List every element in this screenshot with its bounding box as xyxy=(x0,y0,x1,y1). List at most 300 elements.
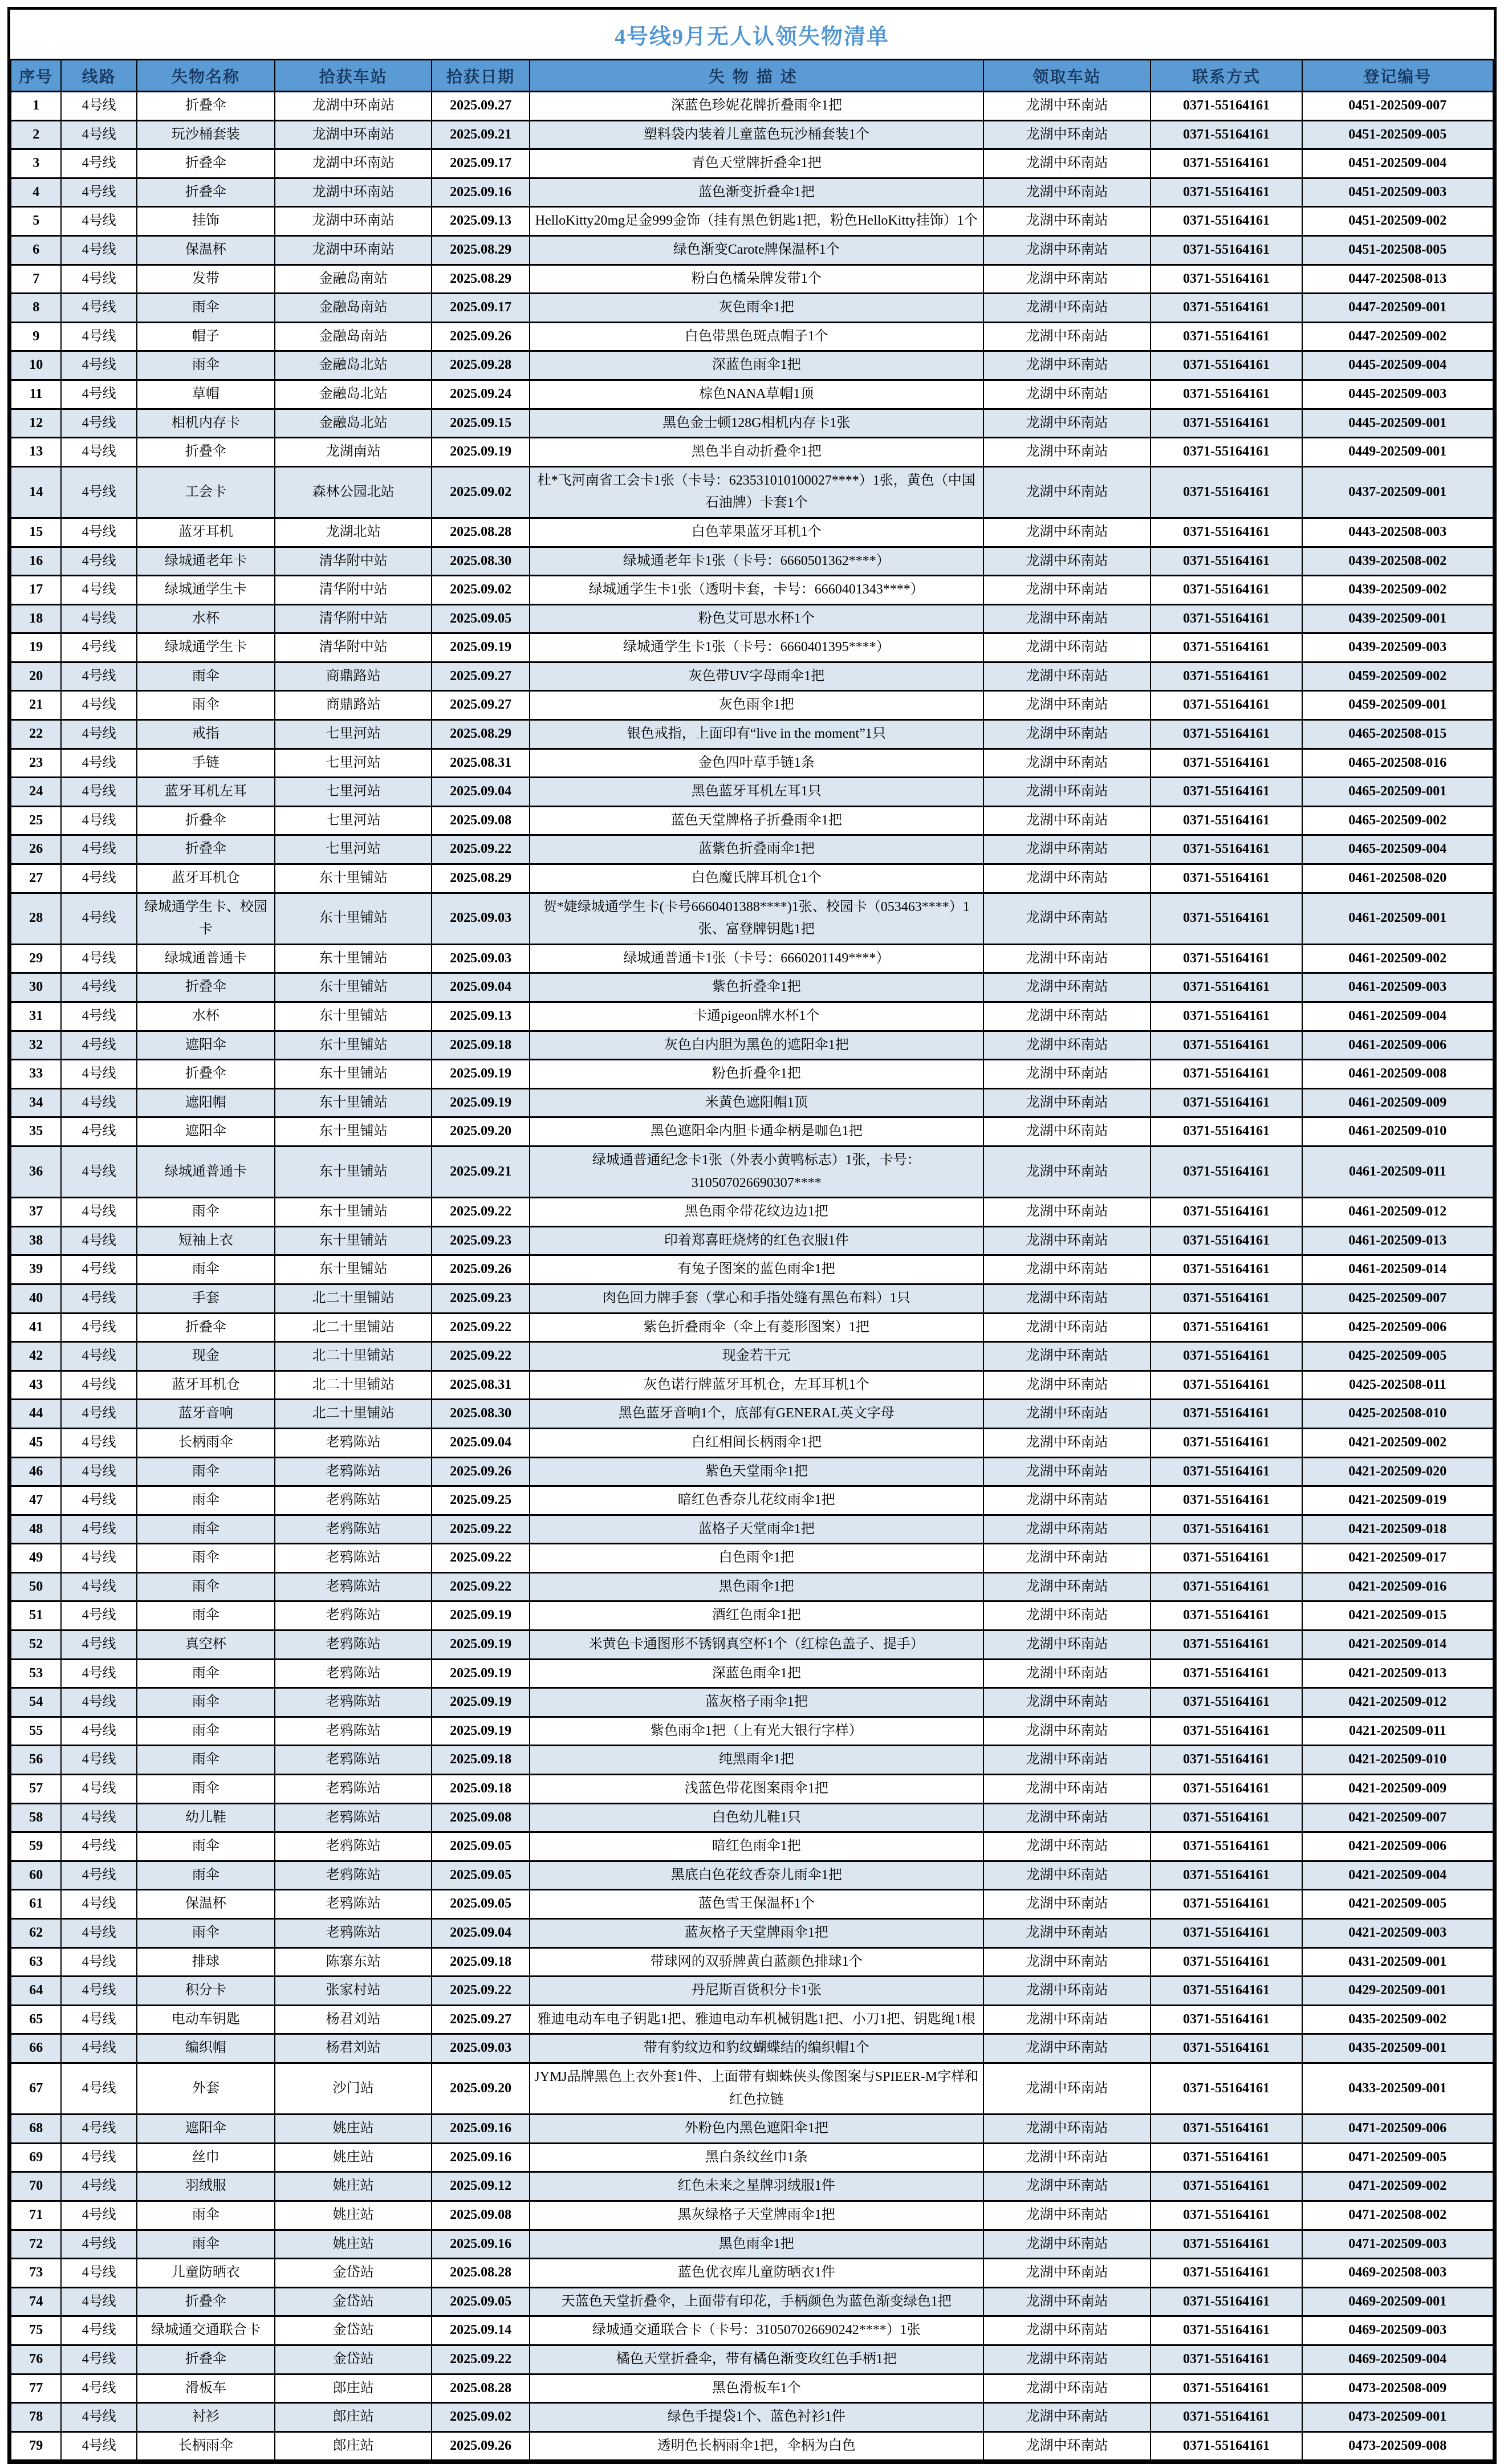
cell-pickup_station: 龙湖中环南站 xyxy=(983,1659,1151,1688)
cell-station_found: 龙湖中环南站 xyxy=(275,120,432,149)
cell-item_name: 丝巾 xyxy=(137,2143,275,2172)
cell-registration: 0425-202509-006 xyxy=(1302,1313,1493,1342)
cell-station_found: 老鸦陈站 xyxy=(275,1515,432,1544)
cell-pickup_station: 龙湖中环南站 xyxy=(983,178,1151,207)
cell-contact: 0371-55164161 xyxy=(1151,1342,1302,1371)
cell-registration: 0421-202509-012 xyxy=(1302,1688,1493,1717)
cell-description: 灰色诺行牌蓝牙耳机仓，左耳耳机1个 xyxy=(530,1371,983,1400)
column-header-line: 线路 xyxy=(61,60,137,92)
table-row xyxy=(11,1060,1493,1089)
cell-serial: 60 xyxy=(11,1861,61,1890)
cell-line: 4号线 xyxy=(61,2034,137,2063)
cell-item_name: 儿童防晒衣 xyxy=(137,2259,275,2288)
cell-serial: 1 xyxy=(11,92,61,121)
cell-line: 4号线 xyxy=(61,547,137,576)
cell-serial: 78 xyxy=(11,2403,61,2432)
table-row xyxy=(11,2403,1493,2432)
cell-description: 浅蓝色带花图案雨伞1把 xyxy=(530,1775,983,1804)
cell-station_found: 东十里铺站 xyxy=(275,1060,432,1089)
cell-line: 4号线 xyxy=(61,149,137,178)
cell-registration: 0465-202509-002 xyxy=(1302,806,1493,835)
cell-date_found: 2025.09.19 xyxy=(432,438,530,467)
cell-date_found: 2025.09.25 xyxy=(432,1486,530,1515)
cell-station_found: 东十里铺站 xyxy=(275,893,432,944)
cell-contact: 0371-55164161 xyxy=(1151,1746,1302,1775)
cell-registration: 0429-202509-001 xyxy=(1302,1977,1493,2006)
cell-item_name: 积分卡 xyxy=(137,1977,275,2006)
cell-station_found: 郎庄站 xyxy=(275,2374,432,2403)
table-row xyxy=(11,1313,1493,1342)
cell-description: 黑色雨伞1把 xyxy=(530,1572,983,1601)
cell-contact: 0371-55164161 xyxy=(1151,1371,1302,1400)
cell-line: 4号线 xyxy=(61,120,137,149)
cell-station_found: 东十里铺站 xyxy=(275,1088,432,1117)
table-row xyxy=(11,1631,1493,1660)
cell-description: 银色戒指，上面印有“live in the moment”1只 xyxy=(530,720,983,749)
table-row xyxy=(11,893,1493,944)
cell-line: 4号线 xyxy=(61,1255,137,1284)
cell-registration: 0421-202509-013 xyxy=(1302,1659,1493,1688)
cell-registration: 0439-202508-002 xyxy=(1302,547,1493,576)
cell-date_found: 2025.09.26 xyxy=(432,1457,530,1486)
cell-pickup_station: 龙湖中环南站 xyxy=(983,1746,1151,1775)
cell-serial: 16 xyxy=(11,547,61,576)
cell-pickup_station: 龙湖中环南站 xyxy=(983,1890,1151,1919)
cell-registration: 0421-202509-004 xyxy=(1302,1861,1493,1890)
cell-description: 白色雨伞1把 xyxy=(530,1544,983,1573)
cell-pickup_station: 龙湖中环南站 xyxy=(983,1002,1151,1031)
cell-pickup_station: 龙湖中环南站 xyxy=(983,973,1151,1002)
table-row xyxy=(11,2316,1493,2345)
cell-item_name: 长柄雨伞 xyxy=(137,1428,275,1457)
cell-pickup_station: 龙湖中环南站 xyxy=(983,576,1151,605)
cell-line: 4号线 xyxy=(61,2374,137,2403)
cell-item_name: 现金 xyxy=(137,1342,275,1371)
table-row xyxy=(11,547,1493,576)
table-header xyxy=(11,60,1493,92)
cell-registration: 0473-202509-008 xyxy=(1302,2432,1493,2461)
cell-date_found: 2025.09.28 xyxy=(432,351,530,380)
cell-date_found: 2025.09.19 xyxy=(432,1060,530,1089)
cell-serial: 70 xyxy=(11,2172,61,2201)
cell-station_found: 杨君刘站 xyxy=(275,2034,432,2063)
cell-serial: 59 xyxy=(11,1832,61,1861)
cell-pickup_station: 龙湖中环南站 xyxy=(983,864,1151,893)
cell-description: 灰色雨伞1把 xyxy=(530,294,983,323)
cell-line: 4号线 xyxy=(61,691,137,720)
cell-pickup_station: 龙湖中环南站 xyxy=(983,547,1151,576)
table-row xyxy=(11,322,1493,351)
cell-station_found: 郎庄站 xyxy=(275,2432,432,2461)
cell-registration: 0451-202509-002 xyxy=(1302,207,1493,236)
cell-date_found: 2025.09.13 xyxy=(432,1002,530,1031)
cell-description: 卡通pigeon牌水杯1个 xyxy=(530,1002,983,1031)
cell-date_found: 2025.09.23 xyxy=(432,1284,530,1313)
cell-item_name: 折叠伞 xyxy=(137,1060,275,1089)
cell-registration: 0461-202509-013 xyxy=(1302,1226,1493,1255)
table-row xyxy=(11,1775,1493,1804)
cell-description: 暗红色香奈儿花纹雨伞1把 xyxy=(530,1486,983,1515)
cell-line: 4号线 xyxy=(61,1659,137,1688)
cell-registration: 0469-202508-003 xyxy=(1302,2259,1493,2288)
cell-line: 4号线 xyxy=(61,1515,137,1544)
cell-contact: 0371-55164161 xyxy=(1151,120,1302,149)
cell-pickup_station: 龙湖中环南站 xyxy=(983,1031,1151,1060)
cell-contact: 0371-55164161 xyxy=(1151,178,1302,207)
cell-date_found: 2025.09.03 xyxy=(432,944,530,973)
table-row xyxy=(11,235,1493,265)
cell-serial: 75 xyxy=(11,2316,61,2345)
cell-station_found: 北二十里铺站 xyxy=(275,1342,432,1371)
cell-registration: 0431-202509-001 xyxy=(1302,1947,1493,1977)
cell-line: 4号线 xyxy=(61,1803,137,1832)
cell-contact: 0371-55164161 xyxy=(1151,1031,1302,1060)
cell-description: 蓝紫色折叠雨伞1把 xyxy=(530,835,983,864)
cell-contact: 0371-55164161 xyxy=(1151,438,1302,467)
cell-line: 4号线 xyxy=(61,178,137,207)
cell-date_found: 2025.09.27 xyxy=(432,691,530,720)
cell-contact: 0371-55164161 xyxy=(1151,1832,1302,1861)
column-header-registration: 登记编号 xyxy=(1302,60,1493,92)
cell-pickup_station: 龙湖中环南站 xyxy=(983,1775,1151,1804)
cell-registration: 0451-202508-005 xyxy=(1302,235,1493,265)
table-row xyxy=(11,973,1493,1002)
cell-contact: 0371-55164161 xyxy=(1151,576,1302,605)
cell-description: 黑色滑板车1个 xyxy=(530,2374,983,2403)
table-row xyxy=(11,2230,1493,2259)
table-row xyxy=(11,2374,1493,2403)
cell-line: 4号线 xyxy=(61,1088,137,1117)
cell-station_found: 姚庄站 xyxy=(275,2172,432,2201)
cell-contact: 0371-55164161 xyxy=(1151,547,1302,576)
cell-date_found: 2025.09.22 xyxy=(432,1198,530,1227)
cell-line: 4号线 xyxy=(61,409,137,438)
cell-pickup_station: 龙湖中环南站 xyxy=(983,1255,1151,1284)
cell-date_found: 2025.08.29 xyxy=(432,720,530,749)
cell-registration: 0471-202509-005 xyxy=(1302,2143,1493,2172)
column-header-station_found: 拾获车站 xyxy=(275,60,432,92)
cell-serial: 53 xyxy=(11,1659,61,1688)
cell-item_name: 折叠伞 xyxy=(137,178,275,207)
cell-registration: 0451-202509-004 xyxy=(1302,149,1493,178)
cell-contact: 0371-55164161 xyxy=(1151,2201,1302,2230)
cell-pickup_station: 龙湖中环南站 xyxy=(983,1342,1151,1371)
cell-pickup_station: 龙湖中环南站 xyxy=(983,1457,1151,1486)
cell-station_found: 北二十里铺站 xyxy=(275,1371,432,1400)
table-row xyxy=(11,2063,1493,2114)
cell-station_found: 北二十里铺站 xyxy=(275,1284,432,1313)
cell-description: 天蓝色天堂折叠伞，上面带有印花，手柄颜色为蓝色渐变绿色1把 xyxy=(530,2287,983,2316)
cell-item_name: 保温杯 xyxy=(137,235,275,265)
cell-line: 4号线 xyxy=(61,1117,137,1146)
cell-line: 4号线 xyxy=(61,1572,137,1601)
cell-description: 深蓝色雨伞1把 xyxy=(530,351,983,380)
cell-date_found: 2025.09.05 xyxy=(432,1890,530,1919)
cell-serial: 73 xyxy=(11,2259,61,2288)
table-row xyxy=(11,265,1493,294)
cell-contact: 0371-55164161 xyxy=(1151,1400,1302,1429)
cell-item_name: 折叠伞 xyxy=(137,835,275,864)
cell-station_found: 北二十里铺站 xyxy=(275,1313,432,1342)
table-body xyxy=(11,92,1493,2461)
table-row xyxy=(11,835,1493,864)
cell-description: 黑色雨伞带花纹边边1把 xyxy=(530,1198,983,1227)
cell-serial: 10 xyxy=(11,351,61,380)
cell-station_found: 金融岛南站 xyxy=(275,294,432,323)
cell-contact: 0371-55164161 xyxy=(1151,1717,1302,1746)
column-header-contact: 联系方式 xyxy=(1151,60,1302,92)
cell-registration: 0421-202509-015 xyxy=(1302,1601,1493,1631)
cell-line: 4号线 xyxy=(61,1031,137,1060)
cell-contact: 0371-55164161 xyxy=(1151,1659,1302,1688)
cell-line: 4号线 xyxy=(61,973,137,1002)
cell-line: 4号线 xyxy=(61,2316,137,2345)
cell-registration: 0461-202509-012 xyxy=(1302,1198,1493,1227)
table-row xyxy=(11,466,1493,518)
table-row xyxy=(11,1601,1493,1631)
cell-contact: 0371-55164161 xyxy=(1151,351,1302,380)
cell-line: 4号线 xyxy=(61,778,137,807)
cell-pickup_station: 龙湖中环南站 xyxy=(983,835,1151,864)
cell-line: 4号线 xyxy=(61,633,137,662)
cell-registration: 0421-202509-014 xyxy=(1302,1631,1493,1660)
cell-line: 4号线 xyxy=(61,207,137,236)
cell-item_name: 蓝牙耳机 xyxy=(137,518,275,547)
cell-description: 绿城通老年卡1张（卡号：6660501362****） xyxy=(530,547,983,576)
cell-item_name: 长柄雨伞 xyxy=(137,2432,275,2461)
cell-description: 黑白条纹丝巾1条 xyxy=(530,2143,983,2172)
cell-description: 蓝色天堂牌格子折叠雨伞1把 xyxy=(530,806,983,835)
cell-date_found: 2025.09.19 xyxy=(432,633,530,662)
cell-station_found: 姚庄站 xyxy=(275,2115,432,2144)
cell-item_name: 雨伞 xyxy=(137,351,275,380)
cell-item_name: 羽绒服 xyxy=(137,2172,275,2201)
cell-contact: 0371-55164161 xyxy=(1151,1428,1302,1457)
cell-pickup_station: 龙湖中环南站 xyxy=(983,1861,1151,1890)
cell-item_name: 绿城通普通卡 xyxy=(137,944,275,973)
cell-station_found: 金岱站 xyxy=(275,2316,432,2345)
table-row xyxy=(11,1088,1493,1117)
cell-contact: 0371-55164161 xyxy=(1151,1572,1302,1601)
title-row xyxy=(10,10,1494,59)
cell-date_found: 2025.09.16 xyxy=(432,2230,530,2259)
cell-item_name: 雨伞 xyxy=(137,1198,275,1227)
table-row xyxy=(11,1890,1493,1919)
cell-description: 外粉色内黑色遮阳伞1把 xyxy=(530,2115,983,2144)
cell-station_found: 老鸦陈站 xyxy=(275,1486,432,1515)
cell-serial: 2 xyxy=(11,120,61,149)
cell-date_found: 2025.09.19 xyxy=(432,1601,530,1631)
cell-serial: 38 xyxy=(11,1226,61,1255)
cell-item_name: 水杯 xyxy=(137,1002,275,1031)
cell-line: 4号线 xyxy=(61,944,137,973)
cell-registration: 0465-202508-015 xyxy=(1302,720,1493,749)
lost-items-table xyxy=(10,59,1494,2461)
table-row xyxy=(11,864,1493,893)
cell-serial: 17 xyxy=(11,576,61,605)
cell-item_name: 折叠伞 xyxy=(137,92,275,121)
cell-date_found: 2025.09.27 xyxy=(432,92,530,121)
cell-station_found: 金融岛北站 xyxy=(275,351,432,380)
cell-contact: 0371-55164161 xyxy=(1151,2432,1302,2461)
table-row xyxy=(11,1832,1493,1861)
cell-serial: 62 xyxy=(11,1919,61,1948)
cell-item_name: 幼儿鞋 xyxy=(137,1803,275,1832)
cell-station_found: 清华附中站 xyxy=(275,576,432,605)
cell-description: 紫色折叠伞1把 xyxy=(530,973,983,1002)
cell-description: 丹尼斯百货积分卡1张 xyxy=(530,1977,983,2006)
cell-serial: 56 xyxy=(11,1746,61,1775)
cell-description: 红色未来之星牌羽绒服1件 xyxy=(530,2172,983,2201)
cell-pickup_station: 龙湖中环南站 xyxy=(983,1313,1151,1342)
cell-date_found: 2025.08.30 xyxy=(432,1400,530,1429)
cell-date_found: 2025.09.22 xyxy=(432,2345,530,2374)
cell-date_found: 2025.09.18 xyxy=(432,1775,530,1804)
cell-line: 4号线 xyxy=(61,662,137,691)
cell-serial: 19 xyxy=(11,633,61,662)
table-row xyxy=(11,149,1493,178)
cell-description: 绿城通普通卡1张（卡号：6660201149****） xyxy=(530,944,983,973)
cell-registration: 0443-202508-003 xyxy=(1302,518,1493,547)
cell-pickup_station: 龙湖中环南站 xyxy=(983,944,1151,973)
table-row xyxy=(11,92,1493,121)
cell-item_name: 手链 xyxy=(137,749,275,778)
cell-item_name: 水杯 xyxy=(137,604,275,633)
cell-serial: 12 xyxy=(11,409,61,438)
cell-contact: 0371-55164161 xyxy=(1151,864,1302,893)
cell-station_found: 金岱站 xyxy=(275,2287,432,2316)
cell-contact: 0371-55164161 xyxy=(1151,2403,1302,2432)
cell-line: 4号线 xyxy=(61,1832,137,1861)
cell-line: 4号线 xyxy=(61,1977,137,2006)
cell-serial: 69 xyxy=(11,2143,61,2172)
table-row xyxy=(11,720,1493,749)
table-row xyxy=(11,1400,1493,1429)
cell-contact: 0371-55164161 xyxy=(1151,1977,1302,2006)
cell-registration: 0471-202509-006 xyxy=(1302,2115,1493,2144)
cell-registration: 0447-202509-001 xyxy=(1302,294,1493,323)
cell-pickup_station: 龙湖中环南站 xyxy=(983,2034,1151,2063)
cell-item_name: 遮阳伞 xyxy=(137,1031,275,1060)
cell-date_found: 2025.09.22 xyxy=(432,1977,530,2006)
cell-station_found: 商鼎路站 xyxy=(275,691,432,720)
cell-item_name: 发带 xyxy=(137,265,275,294)
table-row xyxy=(11,207,1493,236)
cell-registration: 0435-202509-002 xyxy=(1302,2005,1493,2034)
cell-description: 蓝色雪王保温杯1个 xyxy=(530,1890,983,1919)
cell-item_name: 折叠伞 xyxy=(137,149,275,178)
cell-contact: 0371-55164161 xyxy=(1151,466,1302,518)
table-row xyxy=(11,1342,1493,1371)
cell-station_found: 金融岛南站 xyxy=(275,265,432,294)
cell-line: 4号线 xyxy=(61,351,137,380)
cell-pickup_station: 龙湖中环南站 xyxy=(983,1919,1151,1948)
cell-description: HelloKitty20mg足金999金饰（挂有黑色钥匙1把，粉色HelloKitty挂饰）1个 xyxy=(530,207,983,236)
cell-item_name: 雨伞 xyxy=(137,1775,275,1804)
cell-station_found: 龙湖中环南站 xyxy=(275,92,432,121)
cell-line: 4号线 xyxy=(61,1919,137,1948)
cell-item_name: 折叠伞 xyxy=(137,2287,275,2316)
cell-serial: 49 xyxy=(11,1544,61,1573)
cell-line: 4号线 xyxy=(61,1746,137,1775)
cell-date_found: 2025.09.16 xyxy=(432,2143,530,2172)
cell-contact: 0371-55164161 xyxy=(1151,1515,1302,1544)
cell-item_name: 工会卡 xyxy=(137,466,275,518)
cell-registration: 0421-202509-010 xyxy=(1302,1746,1493,1775)
cell-line: 4号线 xyxy=(61,604,137,633)
cell-pickup_station: 龙湖中环南站 xyxy=(983,1400,1151,1429)
cell-registration: 0461-202509-014 xyxy=(1302,1255,1493,1284)
cell-pickup_station: 龙湖中环南站 xyxy=(983,1601,1151,1631)
table-row xyxy=(11,1002,1493,1031)
cell-station_found: 老鸦陈站 xyxy=(275,1659,432,1688)
cell-serial: 23 xyxy=(11,749,61,778)
cell-contact: 0371-55164161 xyxy=(1151,1313,1302,1342)
cell-pickup_station: 龙湖中环南站 xyxy=(983,2432,1151,2461)
cell-registration: 0421-202509-018 xyxy=(1302,1515,1493,1544)
cell-item_name: 蓝牙耳机仓 xyxy=(137,864,275,893)
cell-pickup_station: 龙湖中环南站 xyxy=(983,1060,1151,1089)
cell-item_name: 相机内存卡 xyxy=(137,409,275,438)
cell-date_found: 2025.09.22 xyxy=(432,1313,530,1342)
table-row xyxy=(11,691,1493,720)
cell-contact: 0371-55164161 xyxy=(1151,2115,1302,2144)
cell-pickup_station: 龙湖中环南站 xyxy=(983,2316,1151,2345)
cell-serial: 11 xyxy=(11,380,61,409)
cell-line: 4号线 xyxy=(61,1601,137,1631)
cell-contact: 0371-55164161 xyxy=(1151,778,1302,807)
table-row xyxy=(11,1198,1493,1227)
cell-item_name: 雨伞 xyxy=(137,1457,275,1486)
cell-line: 4号线 xyxy=(61,806,137,835)
cell-date_found: 2025.09.27 xyxy=(432,2005,530,2034)
cell-station_found: 老鸦陈站 xyxy=(275,1746,432,1775)
cell-pickup_station: 龙湖中环南站 xyxy=(983,1631,1151,1660)
cell-pickup_station: 龙湖中环南站 xyxy=(983,2374,1151,2403)
cell-station_found: 龙湖南站 xyxy=(275,438,432,467)
cell-pickup_station: 龙湖中环南站 xyxy=(983,1515,1151,1544)
cell-description: 黑色蓝牙耳机左耳1只 xyxy=(530,778,983,807)
cell-description: 粉白色橘朵牌发带1个 xyxy=(530,265,983,294)
cell-date_found: 2025.09.12 xyxy=(432,2172,530,2201)
cell-line: 4号线 xyxy=(61,2063,137,2114)
cell-line: 4号线 xyxy=(61,1544,137,1573)
cell-item_name: 滑板车 xyxy=(137,2374,275,2403)
cell-pickup_station: 龙湖中环南站 xyxy=(983,806,1151,835)
cell-description: 白色幼儿鞋1只 xyxy=(530,1803,983,1832)
cell-date_found: 2025.09.08 xyxy=(432,806,530,835)
cell-serial: 29 xyxy=(11,944,61,973)
cell-line: 4号线 xyxy=(61,1002,137,1031)
cell-pickup_station: 龙湖中环南站 xyxy=(983,778,1151,807)
cell-station_found: 老鸦陈站 xyxy=(275,1601,432,1631)
cell-station_found: 东十里铺站 xyxy=(275,1198,432,1227)
cell-pickup_station: 龙湖中环南站 xyxy=(983,893,1151,944)
cell-pickup_station: 龙湖中环南站 xyxy=(983,149,1151,178)
cell-registration: 0473-202509-001 xyxy=(1302,2403,1493,2432)
cell-pickup_station: 龙湖中环南站 xyxy=(983,1146,1151,1197)
cell-registration: 0421-202509-011 xyxy=(1302,1717,1493,1746)
cell-contact: 0371-55164161 xyxy=(1151,2063,1302,2114)
cell-station_found: 金融岛北站 xyxy=(275,409,432,438)
cell-registration: 0465-202509-004 xyxy=(1302,835,1493,864)
cell-registration: 0471-202509-003 xyxy=(1302,2230,1493,2259)
cell-pickup_station: 龙湖中环南站 xyxy=(983,2172,1151,2201)
cell-item_name: 雨伞 xyxy=(137,1544,275,1573)
cell-line: 4号线 xyxy=(61,1428,137,1457)
cell-item_name: 雨伞 xyxy=(137,1688,275,1717)
cell-pickup_station: 龙湖中环南站 xyxy=(983,1284,1151,1313)
